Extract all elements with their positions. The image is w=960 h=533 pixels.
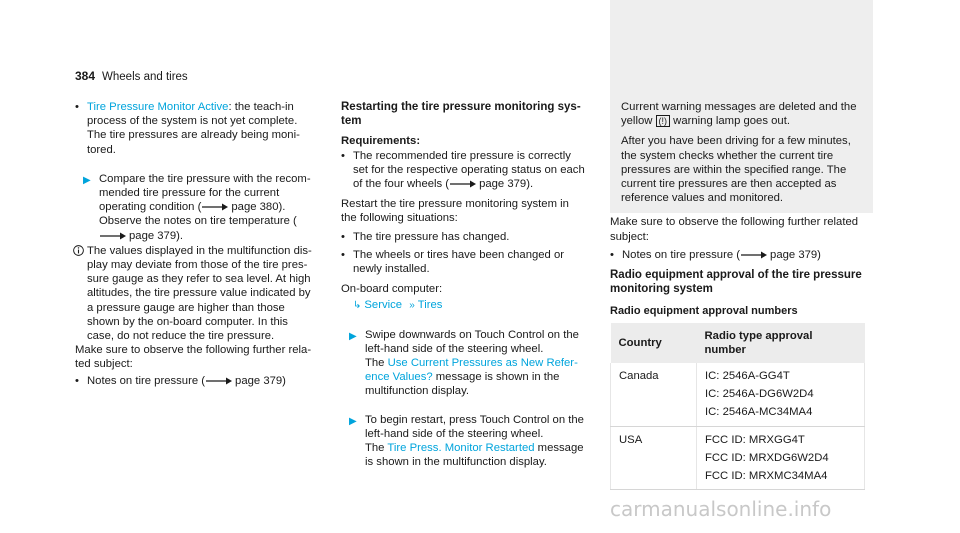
approval-code: IC: 2546A-GG4T bbox=[705, 370, 790, 383]
result-text-part: warning lamp goes out. bbox=[670, 115, 790, 128]
long-arrow-right-icon bbox=[206, 377, 232, 385]
step-text: message is shown in the multifunction display. bbox=[365, 442, 584, 469]
bullet-text: : the teach-in process of the system is not yet complete. The tire pressures are already being monitored. bbox=[87, 101, 300, 156]
table-header-row bbox=[611, 323, 865, 363]
subheading-approval-numbers: Radio equipment approval numbers bbox=[610, 305, 798, 318]
triangle-right-icon: ▶ bbox=[349, 415, 357, 427]
column-2 bbox=[341, 100, 586, 469]
step-text: The bbox=[365, 357, 388, 370]
info-note bbox=[75, 244, 315, 343]
long-arrow-right-icon bbox=[100, 232, 126, 240]
requirement-bullet bbox=[341, 149, 586, 192]
ui-message-tire-monitor-active: Tire Pressure Monitor Active bbox=[87, 101, 229, 113]
page-ref-379[interactable]: page 379) bbox=[770, 248, 821, 261]
note-text: The values displayed in the multifunction display may deviate from those of the tire pressure gauge as they refer to sea level. At high altitudes, the tire pressure value indicated by a pressure gauge are higher than those shown by the on-board computer. In this case, do not reduce the tire pressure. bbox=[87, 244, 312, 343]
result-text-2: After you have been driving for a few minutes, the system checks whether the current tire pressures are within the specified range. The current tire pressures are then accepted as reference values and monitored. bbox=[621, 135, 851, 205]
ui-message-use-current-pressures: Use Current Pressures as New Reference Values? bbox=[365, 357, 578, 384]
approval-code: IC: 2546A-MC34MA4 bbox=[705, 406, 813, 419]
requirement-text: The recommended tire pressure is correctly set for the respective operating status on each of the four wheels ( bbox=[353, 149, 585, 191]
approval-code: FCC ID: MRXDG6W2D4 bbox=[705, 451, 829, 464]
step-text: The bbox=[365, 442, 388, 455]
step-compare-pressure bbox=[75, 172, 315, 243]
watermark: carmanualsonline.info bbox=[610, 497, 832, 521]
further-subject: Make sure to observe the following further related subject: bbox=[610, 216, 859, 243]
table-row bbox=[611, 426, 865, 490]
menu-item-service[interactable]: Service bbox=[364, 299, 403, 312]
situation-bullet: • The wheels or tires have been changed or newly installed. bbox=[341, 248, 586, 276]
related-topic-bullet bbox=[610, 248, 865, 262]
approval-code: FCC ID: MRXGG4T bbox=[705, 433, 805, 446]
status-bullet bbox=[75, 100, 315, 157]
page-ref-379[interactable]: page 379). bbox=[479, 178, 534, 191]
restart-intro: Restart the tire pressure monitoring system in the following situations: bbox=[341, 198, 569, 225]
related-text: Notes on tire pressure ( bbox=[622, 248, 741, 261]
approval-code: IC: 2546A-DG6W2D4 bbox=[705, 388, 814, 401]
column-header-approval-number: Radio type approval number bbox=[697, 323, 865, 363]
cell-country: Canada bbox=[611, 363, 697, 426]
step-text: To begin restart, press Touch Control on the left-hand side of the steering wheel. bbox=[365, 413, 584, 440]
table-row bbox=[611, 363, 865, 426]
onboard-computer-label: On-board computer: bbox=[341, 283, 443, 296]
step-text: Swipe downwards on Touch Control on the left-hand side of the steering wheel. bbox=[365, 328, 579, 355]
return-arrow-icon: ↳ bbox=[353, 300, 362, 312]
page-ref-379[interactable]: page 379). bbox=[129, 229, 184, 242]
triangle-right-icon: ▶ bbox=[349, 330, 357, 342]
column-3 bbox=[610, 100, 865, 490]
section-heading-restart: Restarting the tire pressure monitoring system bbox=[341, 101, 581, 128]
triangle-right-icon: ▶ bbox=[83, 174, 91, 186]
result-box bbox=[610, 0, 873, 213]
info-icon bbox=[73, 245, 84, 256]
step-begin-restart bbox=[341, 413, 586, 470]
column-1 bbox=[75, 100, 315, 388]
related-text: Notes on tire pressure ( bbox=[87, 374, 206, 387]
long-arrow-right-icon bbox=[741, 251, 767, 259]
section-title: Wheels and tires bbox=[102, 71, 188, 83]
cell-approval-codes bbox=[697, 363, 865, 426]
long-arrow-right-icon bbox=[202, 203, 228, 211]
related-topic-bullet bbox=[75, 374, 315, 388]
tire-pressure-warning-icon: (!) bbox=[656, 115, 671, 127]
page-number: 384 bbox=[75, 69, 96, 83]
menu-item-tires[interactable]: Tires bbox=[417, 299, 443, 312]
long-arrow-right-icon bbox=[450, 180, 476, 188]
cell-approval-codes bbox=[697, 426, 865, 490]
step-text: message is shown in the multifunction display. bbox=[365, 371, 560, 398]
further-subject: Make sure to observe the following further related subject: bbox=[75, 344, 312, 371]
result-text-part: Current warning messages are deleted and the yellow bbox=[621, 101, 857, 128]
step-text: Compare the tire pressure with the recommended tire pressure for the current operating condition ( bbox=[99, 172, 311, 214]
ui-message-monitor-restarted: Tire Press. Monitor Restarted bbox=[387, 442, 535, 455]
section-heading-radio-approval: Radio equipment approval of the tire pressure monitoring system bbox=[610, 269, 862, 296]
column-header-country: Country bbox=[611, 323, 697, 363]
menu-path bbox=[341, 298, 586, 313]
situation-bullet: • The tire pressure has changed. bbox=[341, 230, 586, 244]
step-swipe-down bbox=[341, 328, 586, 399]
approval-table bbox=[610, 323, 865, 491]
page-header bbox=[75, 69, 188, 84]
requirements-label: Requirements: bbox=[341, 135, 421, 148]
result-text bbox=[621, 100, 865, 128]
double-chevron-icon: » bbox=[409, 300, 415, 312]
approval-code: FCC ID: MRXMC34MA4 bbox=[705, 470, 828, 483]
cell-country: USA bbox=[611, 426, 697, 490]
page-ref-380[interactable]: page 380). Observe the notes on tire temperature ( bbox=[99, 201, 297, 228]
page-ref-379[interactable]: page 379) bbox=[235, 374, 286, 387]
